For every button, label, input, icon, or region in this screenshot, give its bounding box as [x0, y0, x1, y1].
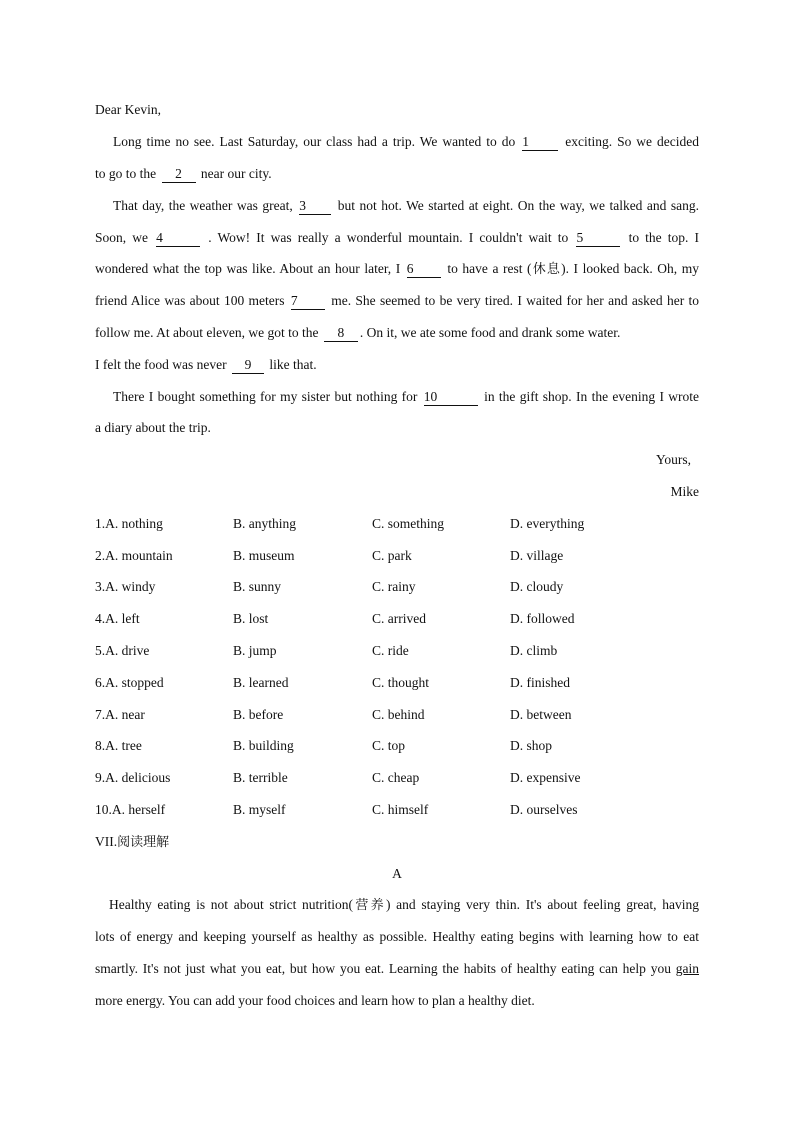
passage-line-1: Healthy eating is not about strict nutrition(营养) and staying very thin. It's about feeling great, having: [109, 897, 699, 913]
blank-7[interactable]: 7: [291, 293, 325, 310]
option-b[interactable]: B. myself: [233, 802, 286, 817]
option-b[interactable]: B. jump: [233, 643, 277, 658]
letter-paragraph-2-line-1: That day, the weather was great, 3 but not hot. We started at eight. On the way, we talked and sang.: [113, 198, 700, 213]
option-c[interactable]: C. park: [372, 548, 412, 563]
letter-closing: Yours,: [655, 452, 691, 467]
option-a[interactable]: 9.A. delicious: [95, 770, 171, 785]
option-b[interactable]: B. learned: [233, 675, 289, 690]
option-b[interactable]: B. museum: [233, 548, 295, 563]
option-c[interactable]: C. thought: [372, 675, 430, 690]
option-c[interactable]: C. something: [372, 516, 445, 531]
option-a[interactable]: 1.A. nothing: [95, 516, 163, 531]
letter-paragraph-2-line-4: friend Alice was about 100 meters 7 me. She seemed to be very tired. I waited for her and asked her to: [95, 293, 700, 308]
option-c[interactable]: C. ride: [372, 643, 409, 658]
option-c[interactable]: C. behind: [372, 707, 425, 722]
option-d[interactable]: D. ourselves: [510, 802, 578, 817]
option-d[interactable]: D. village: [510, 548, 564, 563]
letter-paragraph-2-line-2: Soon, we 4 . Wow! It was really a wonderful mountain. I couldn't wait to 5 to the top. I: [95, 230, 700, 245]
blank-9[interactable]: 9: [232, 357, 264, 374]
letter-paragraph-2-line-3: wondered what the top was like. About an hour later, I 6 to have a rest (休息). I looked back. Oh, my: [95, 261, 699, 277]
letter-greeting: Dear Kevin,: [95, 102, 161, 117]
section-heading: VII.阅读理解: [95, 834, 170, 850]
option-a[interactable]: 7.A. near: [95, 707, 145, 722]
passage-label: A: [392, 866, 402, 881]
blank-4[interactable]: 4: [156, 230, 200, 247]
letter-signature: Mike: [670, 484, 699, 499]
option-b[interactable]: B. sunny: [233, 579, 282, 594]
option-b[interactable]: B. terrible: [233, 770, 288, 785]
passage-line-4: more energy. You can add your food choices and learn how to plan a healthy diet.: [95, 993, 535, 1008]
option-d[interactable]: D. shop: [510, 738, 553, 753]
letter-paragraph-3: I felt the food was never 9 like that.: [95, 357, 317, 372]
option-d[interactable]: D. between: [510, 707, 572, 722]
option-d[interactable]: D. everything: [510, 516, 585, 531]
option-d[interactable]: D. cloudy: [510, 579, 564, 594]
option-a[interactable]: 4.A. left: [95, 611, 140, 626]
option-a[interactable]: 8.A. tree: [95, 738, 142, 753]
letter-paragraph-4-line-1: There I bought something for my sister but nothing for 10 in the gift shop. In the evening I wrote: [113, 389, 700, 404]
option-d[interactable]: D. followed: [510, 611, 575, 626]
blank-3[interactable]: 3: [299, 198, 331, 215]
passage-line-3: smartly. It's not just what you eat, but how you eat. Learning the habits of healthy eating can help you gain: [95, 961, 699, 976]
option-a[interactable]: 10.A. herself: [95, 802, 166, 817]
letter-paragraph-2-line-5: follow me. At about eleven, we got to the 8 . On it, we ate some food and drank some water.: [95, 325, 621, 340]
option-c[interactable]: C. arrived: [372, 611, 426, 626]
option-d[interactable]: D. expensive: [510, 770, 581, 785]
option-c[interactable]: C. top: [372, 738, 406, 753]
option-a[interactable]: 2.A. mountain: [95, 548, 173, 563]
underlined-word: gain: [675, 961, 699, 976]
option-d[interactable]: D. climb: [510, 643, 558, 658]
blank-6[interactable]: 6: [407, 261, 441, 278]
passage-line-2: lots of energy and keeping yourself as healthy as possible. Healthy eating begins with learning how to eat: [95, 929, 699, 944]
option-b[interactable]: B. lost: [233, 611, 269, 626]
option-c[interactable]: C. cheap: [372, 770, 420, 785]
option-c[interactable]: C. himself: [372, 802, 429, 817]
letter-paragraph-1-line-1: Long time no see. Last Saturday, our class had a trip. We wanted to do 1 exciting. So we decided: [113, 134, 700, 149]
letter-paragraph-4-line-2: a diary about the trip.: [95, 420, 211, 435]
option-b[interactable]: B. building: [233, 738, 294, 753]
blank-10[interactable]: 10: [424, 389, 478, 406]
option-d[interactable]: D. finished: [510, 675, 570, 690]
option-a[interactable]: 6.A. stopped: [95, 675, 164, 690]
blank-5[interactable]: 5: [576, 230, 620, 247]
option-b[interactable]: B. anything: [233, 516, 296, 531]
option-b[interactable]: B. before: [233, 707, 284, 722]
blank-2[interactable]: 2: [162, 166, 196, 183]
blank-1[interactable]: 1: [522, 134, 558, 151]
option-a[interactable]: 5.A. drive: [95, 643, 150, 658]
blank-8[interactable]: 8: [324, 325, 358, 342]
letter-paragraph-1-line-2: to go to the 2 near our city.: [95, 166, 272, 181]
option-a[interactable]: 3.A. windy: [95, 579, 156, 594]
option-c[interactable]: C. rainy: [372, 579, 416, 594]
